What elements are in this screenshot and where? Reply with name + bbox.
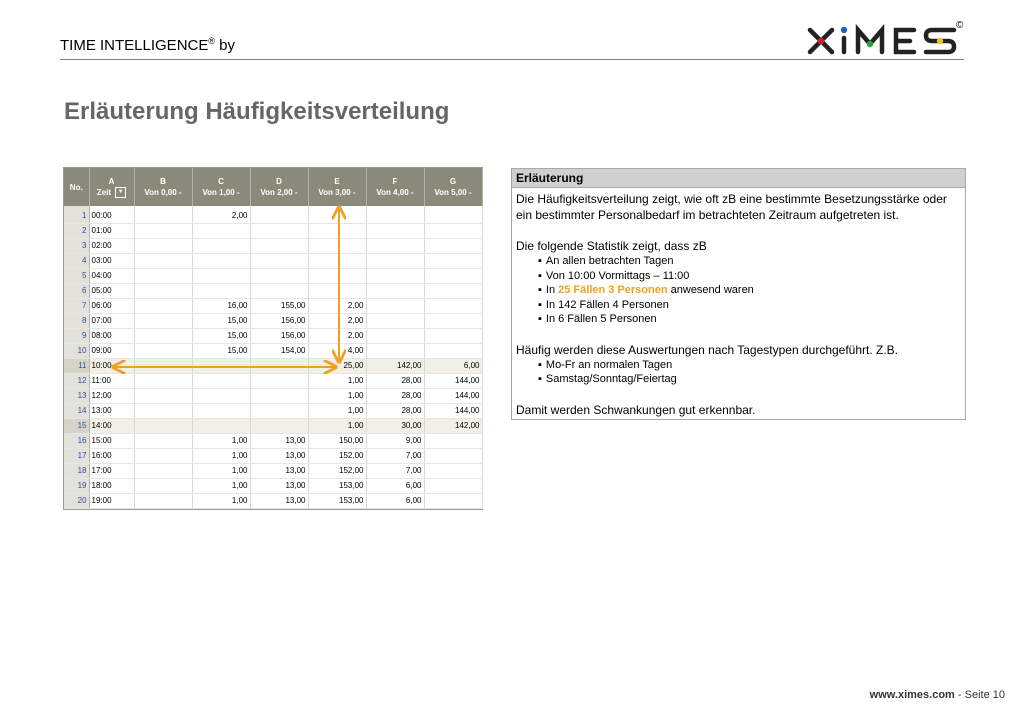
- value-cell: [134, 404, 192, 419]
- row-number: 11: [64, 359, 89, 374]
- table-row: [64, 494, 482, 509]
- value-cell: [250, 269, 308, 284]
- time-cell: 00:00: [89, 206, 134, 224]
- value-cell: [366, 284, 424, 299]
- value-cell: 154,00: [250, 344, 308, 359]
- value-cell: [192, 224, 250, 239]
- table-row: [64, 359, 482, 374]
- time-cell: 08:00: [89, 329, 134, 344]
- value-cell: [192, 404, 250, 419]
- logo-red-dot: [818, 38, 824, 44]
- value-cell: 15,00: [192, 344, 250, 359]
- value-cell: 153,00: [308, 479, 366, 494]
- value-cell: [134, 344, 192, 359]
- row-number: 9: [64, 329, 89, 344]
- value-cell: 1,00: [308, 404, 366, 419]
- value-cell: [134, 299, 192, 314]
- table-row: [64, 419, 482, 434]
- value-cell: [134, 359, 192, 374]
- value-cell: 1,00: [192, 464, 250, 479]
- value-cell: 2,00: [192, 206, 250, 224]
- frequency-table: [64, 168, 483, 509]
- value-cell: 1,00: [192, 479, 250, 494]
- logo-blue-dot: [841, 27, 847, 33]
- row-number: 17: [64, 449, 89, 464]
- value-cell: [192, 269, 250, 284]
- value-cell: 7,00: [366, 449, 424, 464]
- explanation-body: [512, 188, 965, 419]
- row-number: 3: [64, 239, 89, 254]
- table-row: [64, 404, 482, 419]
- value-cell: [250, 374, 308, 389]
- filter-icon[interactable]: ▼: [115, 187, 126, 198]
- value-cell: [192, 284, 250, 299]
- value-cell: [424, 479, 482, 494]
- value-cell: 144,00: [424, 389, 482, 404]
- value-cell: [250, 224, 308, 239]
- row-number: 7: [64, 299, 89, 314]
- column-header-no: No.: [64, 168, 89, 206]
- column-header-b: B Von 0,00 -: [134, 168, 192, 206]
- row-number: 4: [64, 254, 89, 269]
- value-cell: [250, 239, 308, 254]
- value-cell: 142,00: [366, 359, 424, 374]
- value-cell: [424, 314, 482, 329]
- daytype-list: [516, 358, 961, 387]
- time-cell: 16:00: [89, 449, 134, 464]
- value-cell: 28,00: [366, 374, 424, 389]
- value-cell: [134, 224, 192, 239]
- footer: [870, 689, 1005, 701]
- value-cell: 16,00: [192, 299, 250, 314]
- slide-title: Erläuterung Häufigkeitsverteilung: [64, 98, 450, 125]
- value-cell: [424, 206, 482, 224]
- footer-page-number: Seite 10: [964, 689, 1005, 701]
- value-cell: 4,00: [308, 344, 366, 359]
- value-cell: 152,00: [308, 449, 366, 464]
- column-header-d: D Von 2,00 -: [250, 168, 308, 206]
- column-header-f: F Von 4,00 -: [366, 168, 424, 206]
- time-cell: 05:00: [89, 284, 134, 299]
- value-cell: 13,00: [250, 464, 308, 479]
- time-cell: 18:00: [89, 479, 134, 494]
- value-cell: 156,00: [250, 329, 308, 344]
- value-cell: [308, 254, 366, 269]
- list-item: ▪ In 6 Fällen 5 Personen: [538, 312, 961, 327]
- conclusion: Damit werden Schwankungen gut erkennbar.: [516, 402, 756, 417]
- footer-website[interactable]: www.ximes.com: [869, 689, 955, 701]
- value-cell: [250, 206, 308, 224]
- value-cell: 156,00: [250, 314, 308, 329]
- value-cell: [424, 329, 482, 344]
- value-cell: 25,00: [308, 359, 366, 374]
- value-cell: 1,00: [192, 449, 250, 464]
- value-cell: [134, 206, 192, 224]
- value-cell: [424, 224, 482, 239]
- value-cell: [424, 434, 482, 449]
- value-cell: [308, 239, 366, 254]
- value-cell: 1,00: [308, 389, 366, 404]
- column-header-g: G Von 5,00 -: [424, 168, 482, 206]
- statistic-intro: Die folgende Statistik zeigt, dass zB: [516, 239, 707, 253]
- table-row: [64, 239, 482, 254]
- value-cell: 28,00: [366, 389, 424, 404]
- value-cell: 1,00: [192, 434, 250, 449]
- value-cell: 15,00: [192, 329, 250, 344]
- time-cell: 11:00: [89, 374, 134, 389]
- header-title: TIME INTELLIGENCE® by: [60, 36, 236, 54]
- time-cell: 02:00: [89, 239, 134, 254]
- daytype-intro: Häufig werden diese Auswertungen nach Tagestypen durchgeführt. Z.B.: [516, 342, 899, 357]
- value-cell: [250, 284, 308, 299]
- value-cell: [366, 344, 424, 359]
- value-cell: [366, 329, 424, 344]
- value-cell: [192, 254, 250, 269]
- value-cell: 152,00: [308, 464, 366, 479]
- value-cell: [424, 269, 482, 284]
- value-cell: [192, 239, 250, 254]
- column-header-a: A Zeit ▼: [89, 168, 134, 206]
- table-row: [64, 224, 482, 239]
- value-cell: [366, 299, 424, 314]
- logo-green-dot: [867, 41, 873, 47]
- value-cell: [308, 206, 366, 224]
- value-cell: 6,00: [424, 359, 482, 374]
- table-row: [64, 269, 482, 284]
- value-cell: [134, 374, 192, 389]
- table-row: [64, 284, 482, 299]
- value-cell: 155,00: [250, 299, 308, 314]
- value-cell: [134, 239, 192, 254]
- table-row: [64, 434, 482, 449]
- explanation-intro: Die Häufigkeitsverteilung zeigt, wie oft zB eine bestimmte Besetzungsstärke oder ein bestimmter Personalbedarf im betrachteten Zeitraum aufgetreten ist.: [516, 192, 947, 222]
- row-number: 5: [64, 269, 89, 284]
- value-cell: [424, 239, 482, 254]
- value-cell: 13,00: [250, 434, 308, 449]
- row-number: 20: [64, 494, 89, 509]
- list-item: ▪ An allen betrachten Tagen: [538, 254, 961, 269]
- table-row: [64, 479, 482, 494]
- ximes-logo: [806, 22, 962, 60]
- value-cell: [424, 464, 482, 479]
- value-cell: [134, 329, 192, 344]
- value-cell: [424, 344, 482, 359]
- value-cell: [192, 374, 250, 389]
- row-number: 6: [64, 284, 89, 299]
- table-row: [64, 329, 482, 344]
- table-row: [64, 314, 482, 329]
- row-number: 1: [64, 206, 89, 224]
- value-cell: [366, 239, 424, 254]
- value-cell: [250, 419, 308, 434]
- value-cell: [424, 284, 482, 299]
- list-item: ▪ In 25 Fällen 3 Personen anwesend waren: [538, 283, 961, 298]
- time-cell: 09:00: [89, 344, 134, 359]
- value-cell: [134, 434, 192, 449]
- time-cell: 19:00: [89, 494, 134, 509]
- row-number: 2: [64, 224, 89, 239]
- value-cell: 30,00: [366, 419, 424, 434]
- row-number: 12: [64, 374, 89, 389]
- value-cell: 7,00: [366, 464, 424, 479]
- header-divider: [60, 59, 964, 60]
- time-cell: 01:00: [89, 224, 134, 239]
- value-cell: [134, 254, 192, 269]
- value-cell: [424, 254, 482, 269]
- logo-yellow-dot: [937, 38, 943, 44]
- value-cell: 144,00: [424, 374, 482, 389]
- value-cell: [192, 359, 250, 374]
- value-cell: 28,00: [366, 404, 424, 419]
- value-cell: [134, 449, 192, 464]
- value-cell: [134, 314, 192, 329]
- value-cell: [134, 284, 192, 299]
- row-number: 16: [64, 434, 89, 449]
- time-cell: 06:00: [89, 299, 134, 314]
- statistic-list: [516, 254, 961, 327]
- value-cell: 2,00: [308, 314, 366, 329]
- value-cell: [424, 449, 482, 464]
- row-number: 15: [64, 419, 89, 434]
- explanation-heading: Erläuterung: [512, 169, 965, 188]
- value-cell: [250, 389, 308, 404]
- table-row: [64, 449, 482, 464]
- value-cell: [134, 464, 192, 479]
- value-cell: 2,00: [308, 299, 366, 314]
- value-cell: [366, 254, 424, 269]
- time-cell: 12:00: [89, 389, 134, 404]
- value-cell: [192, 389, 250, 404]
- value-cell: 1,00: [308, 419, 366, 434]
- value-cell: 1,00: [192, 494, 250, 509]
- value-cell: [366, 206, 424, 224]
- table-row: [64, 254, 482, 269]
- value-cell: 1,00: [308, 374, 366, 389]
- value-cell: [134, 494, 192, 509]
- value-cell: [192, 419, 250, 434]
- list-item: ▪ Samstag/Sonntag/Feiertag: [538, 372, 961, 387]
- explanation-box: [511, 168, 966, 420]
- value-cell: [366, 269, 424, 284]
- time-cell: 14:00: [89, 419, 134, 434]
- column-header-e: E Von 3,00 -: [308, 168, 366, 206]
- table-row: [64, 389, 482, 404]
- spreadsheet-screenshot: [63, 167, 483, 510]
- row-number: 18: [64, 464, 89, 479]
- value-cell: 13,00: [250, 494, 308, 509]
- time-cell: 15:00: [89, 434, 134, 449]
- value-cell: [250, 404, 308, 419]
- value-cell: [134, 419, 192, 434]
- table-row: [64, 464, 482, 479]
- footer-separator: -: [954, 689, 965, 701]
- value-cell: 9,00: [366, 434, 424, 449]
- value-cell: [250, 359, 308, 374]
- value-cell: 6,00: [366, 494, 424, 509]
- table-row: [64, 299, 482, 314]
- row-number: 14: [64, 404, 89, 419]
- time-cell: 10:00: [89, 359, 134, 374]
- copyright-mark: ©: [956, 20, 964, 31]
- value-cell: 13,00: [250, 479, 308, 494]
- row-number: 19: [64, 479, 89, 494]
- highlighted-text: 25 Fällen 3 Personen: [558, 284, 668, 296]
- value-cell: [308, 269, 366, 284]
- value-cell: 15,00: [192, 314, 250, 329]
- value-cell: [134, 269, 192, 284]
- list-item: ▪ Von 10:00 Vormittags – 11:00: [538, 269, 961, 284]
- value-cell: [134, 389, 192, 404]
- value-cell: [366, 224, 424, 239]
- time-cell: 07:00: [89, 314, 134, 329]
- table-row: [64, 344, 482, 359]
- value-cell: [366, 314, 424, 329]
- value-cell: [308, 224, 366, 239]
- value-cell: 6,00: [366, 479, 424, 494]
- time-cell: 04:00: [89, 269, 134, 284]
- time-cell: 03:00: [89, 254, 134, 269]
- value-cell: 2,00: [308, 329, 366, 344]
- table-row: [64, 206, 482, 224]
- time-cell: 17:00: [89, 464, 134, 479]
- value-cell: 153,00: [308, 494, 366, 509]
- value-cell: [424, 299, 482, 314]
- list-item: ▪ In 142 Fällen 4 Personen: [538, 298, 961, 313]
- value-cell: 150,00: [308, 434, 366, 449]
- value-cell: [424, 494, 482, 509]
- row-number: 13: [64, 389, 89, 404]
- value-cell: [134, 479, 192, 494]
- row-number: 8: [64, 314, 89, 329]
- row-number: 10: [64, 344, 89, 359]
- column-header-c: C Von 1,00 -: [192, 168, 250, 206]
- value-cell: [250, 254, 308, 269]
- table-row: [64, 374, 482, 389]
- value-cell: 142,00: [424, 419, 482, 434]
- value-cell: 13,00: [250, 449, 308, 464]
- value-cell: [308, 284, 366, 299]
- value-cell: 144,00: [424, 404, 482, 419]
- list-item: ▪ Mo-Fr an normalen Tagen: [538, 358, 961, 373]
- time-cell: 13:00: [89, 404, 134, 419]
